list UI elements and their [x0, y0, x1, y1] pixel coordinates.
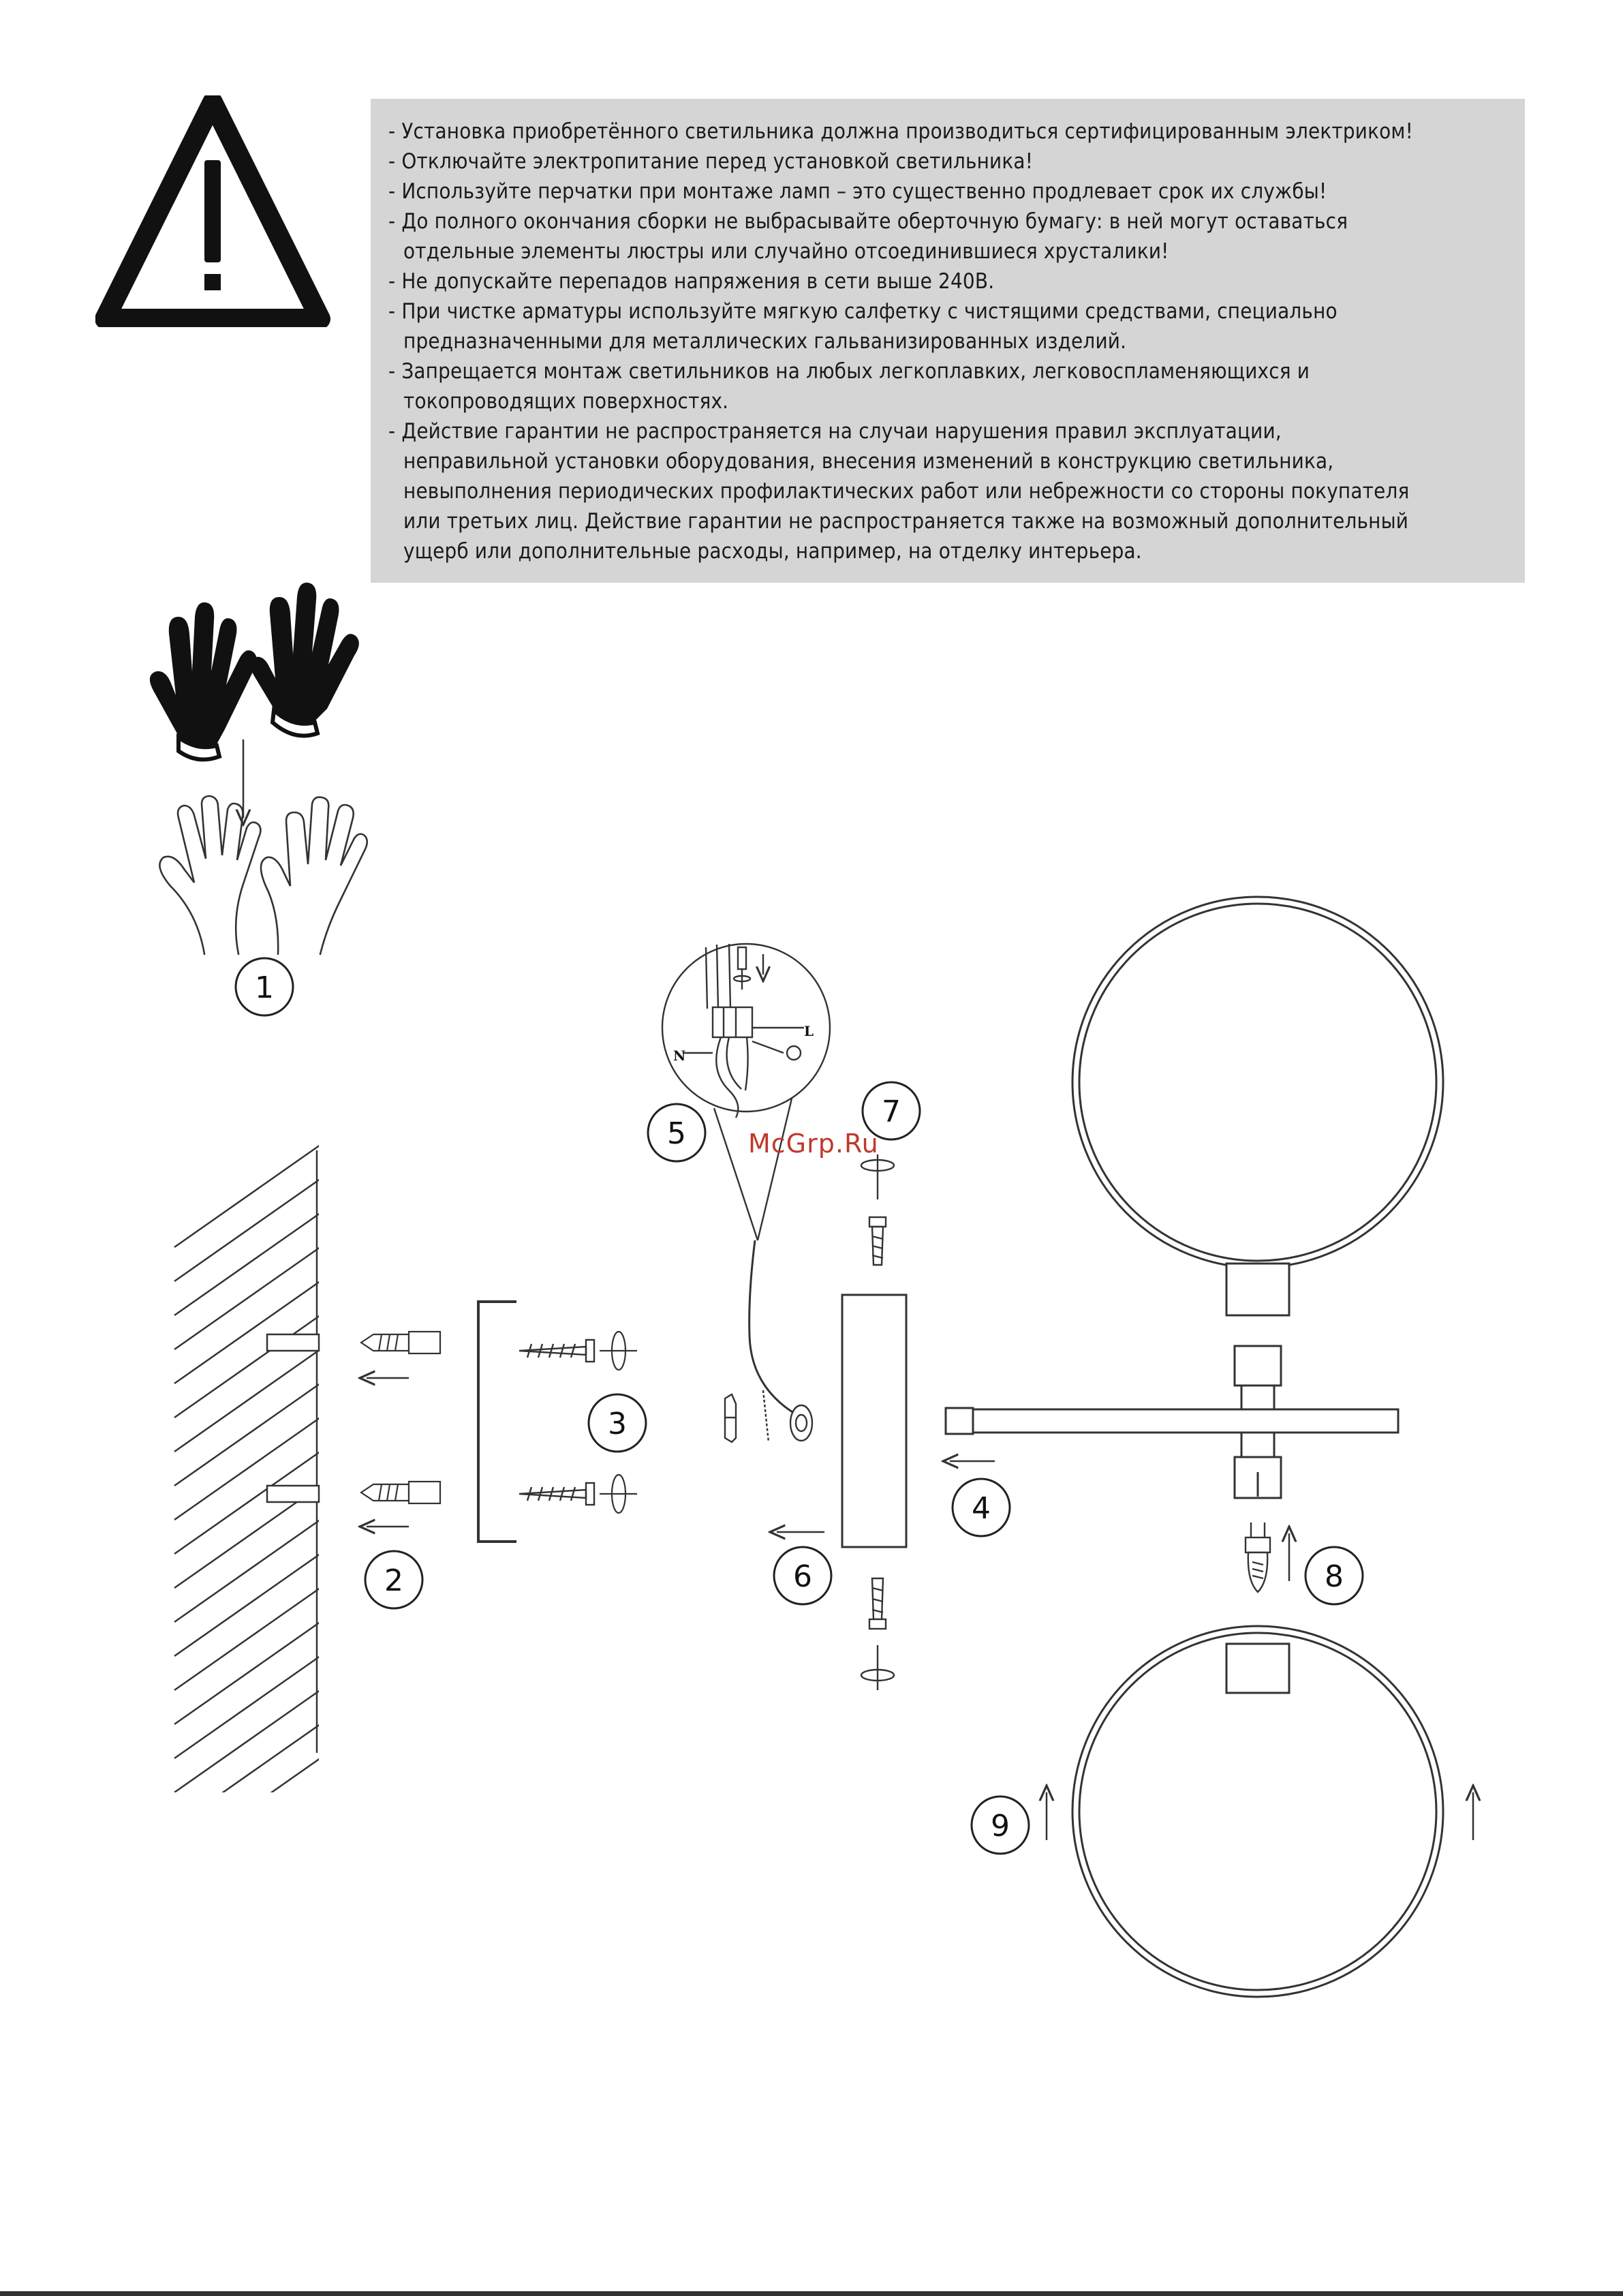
lower-ring-shade [1072, 1626, 1443, 1997]
power-cable [749, 1240, 800, 1424]
lamp-arm [946, 1408, 1398, 1434]
svg-text:3: 3 [608, 1407, 627, 1441]
step-2-marker [365, 1551, 422, 1608]
svg-text:1: 1 [255, 970, 274, 1005]
step-1-marker [236, 958, 293, 1015]
warning-line: предназначенными для металлических гальванизированных изделий. [403, 329, 1127, 354]
step-3-marker [589, 1394, 646, 1452]
warning-line: - Установка приобретённого светильника должна производиться сертифицированным электриком! [388, 119, 1413, 144]
wall-canopy [842, 1295, 906, 1547]
warning-line: невыполнения периодических профилактических работ или небрежности со стороны покупателя [403, 479, 1410, 504]
top-screw [861, 1154, 894, 1265]
mounting-bracket [478, 1302, 516, 1542]
page-bottom-rule [0, 2291, 1623, 2296]
svg-text:8: 8 [1325, 1559, 1344, 1594]
bottom-screw [861, 1578, 894, 1690]
wire-label-live: L [804, 1023, 814, 1039]
warning-line: - Отключайте электропитание перед установкой светильника! [388, 149, 1034, 174]
warning-line: ущерб или дополнительные расходы, например, на отделку интерьера. [403, 539, 1142, 564]
wiring-detail-inset [662, 944, 830, 1240]
gloves-icon [150, 583, 359, 760]
warning-line: токопроводящих поверхностях. [403, 389, 729, 414]
step-8-marker [1305, 1547, 1363, 1604]
svg-text:6: 6 [793, 1559, 812, 1594]
step-6-marker [774, 1547, 831, 1604]
svg-text:9: 9 [991, 1809, 1010, 1843]
step-4-marker [953, 1479, 1010, 1536]
wire-label-neutral: N [673, 1047, 686, 1064]
bare-hands-icon [159, 796, 367, 954]
step-5-marker [648, 1104, 705, 1161]
watermark: McGrp.Ru [748, 1129, 879, 1159]
wall-screw [519, 1340, 594, 1505]
warning-line: или третьих лиц. Действие гарантии не распространяется также на возможный дополнительный [403, 509, 1409, 534]
warning-line: - При чистке арматуры используйте мягкую салфетку с чистящими средствами, специально [388, 299, 1338, 324]
g9-bulb-icon [1246, 1522, 1270, 1592]
warning-line: - До полного окончания сборки не выбрасывайте оберточную бумагу: в ней могут оставаться [388, 209, 1348, 234]
wall-plug [361, 1332, 440, 1503]
warning-line: - Действие гарантии не распространяется на случаи нарушения правил эксплуатации, [388, 419, 1282, 444]
svg-text:4: 4 [972, 1491, 991, 1526]
warning-line: отдельные элементы люстры или случайно отсоединившиеся хрусталики! [403, 239, 1169, 264]
svg-text:7: 7 [882, 1095, 901, 1129]
nut-washer-set [725, 1390, 812, 1442]
step-9-marker [972, 1796, 1029, 1854]
warning-line: неправильной установки оборудования, внесения изменений в конструкцию светильника, [403, 449, 1334, 474]
upper-ring-shade [1072, 897, 1443, 1315]
warning-line: - Не допускайте перепадов напряжения в сети выше 240В. [388, 269, 995, 294]
wall [174, 1145, 320, 1895]
warning-line: - Используйте перчатки при монтаже ламп – это существенно продлевает срок их службы! [388, 179, 1327, 204]
warning-line: - Запрещается монтаж светильников на любых легкоплавких, легковоспламеняющихся и [388, 359, 1310, 384]
svg-text:2: 2 [384, 1563, 403, 1598]
svg-text:5: 5 [667, 1116, 686, 1151]
